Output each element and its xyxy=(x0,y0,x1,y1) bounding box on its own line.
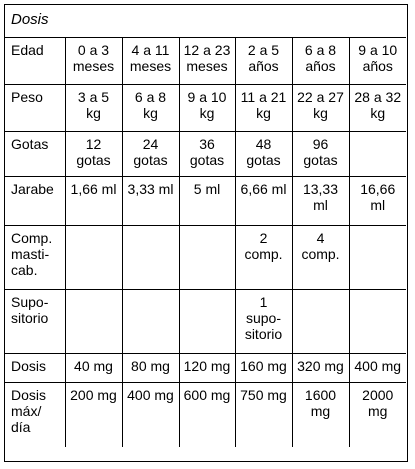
table-row-gotas xyxy=(5,132,406,177)
dosage-table xyxy=(5,37,406,447)
table-cell xyxy=(292,354,349,383)
table-cell xyxy=(122,290,179,354)
table-cell-text: 4 a 11 meses xyxy=(129,42,172,74)
table-cell xyxy=(65,38,122,85)
table-cell xyxy=(292,38,349,85)
row-label-text: Jarabe xyxy=(11,181,54,197)
table-cell xyxy=(349,383,406,447)
table-cell xyxy=(349,177,406,226)
table-cell xyxy=(349,132,406,177)
table-cell-text: 1600 mg xyxy=(304,387,337,419)
table-cell xyxy=(235,177,292,226)
table-cell-text: 1 supo- sitorio xyxy=(244,294,283,342)
table-cell-text: 6 a 8 kg xyxy=(134,89,167,121)
table-cell xyxy=(179,354,235,383)
table-cell xyxy=(65,85,122,132)
row-label-text: Comp. masti- cab. xyxy=(11,230,53,278)
table-cell-text: 96 gotas xyxy=(303,136,338,168)
row-label-supositorio xyxy=(5,290,65,354)
table-cell xyxy=(65,290,122,354)
row-label-jarabe xyxy=(5,177,65,226)
table-cell xyxy=(349,290,406,354)
table-cell xyxy=(179,290,235,354)
table-row-jarabe xyxy=(5,177,406,226)
table-cell xyxy=(235,354,292,383)
table-cell xyxy=(349,354,406,383)
dosage-table-frame xyxy=(4,4,408,462)
table-cell-text: 600 mg xyxy=(183,387,231,403)
table-cell xyxy=(235,383,292,447)
table-cell xyxy=(292,85,349,132)
table-cell xyxy=(235,290,292,354)
table-cell-text: 24 gotas xyxy=(133,136,168,168)
table-cell xyxy=(65,132,122,177)
table-row-edad xyxy=(5,38,406,85)
row-label-peso xyxy=(5,85,65,132)
table-cell xyxy=(65,383,122,447)
table-cell xyxy=(292,290,349,354)
table-cell-text: 200 mg xyxy=(70,387,117,403)
table-row-supositorio xyxy=(5,290,406,354)
table-cell-text: 12 gotas xyxy=(76,136,111,168)
table-cell xyxy=(235,226,292,290)
table-cell-text: 48 gotas xyxy=(246,136,281,168)
table-cell-text: 13,33 ml xyxy=(302,181,339,213)
row-label-text: Peso xyxy=(11,89,43,105)
table-cell-text: 0 a 3 meses xyxy=(72,42,115,74)
table-cell xyxy=(349,38,406,85)
row-label-text: Gotas xyxy=(11,136,49,152)
row-label-text: Supo- sitorio xyxy=(11,294,49,326)
table-cell-text: 2000 mg xyxy=(362,387,394,419)
table-cell-text: 5 ml xyxy=(193,181,221,197)
table-title: Dosis xyxy=(11,11,49,28)
table-cell-text: 28 a 32 kg xyxy=(354,89,402,121)
table-cell-text: 120 mg xyxy=(183,358,231,374)
table-cell xyxy=(122,38,179,85)
table-cell-text: 6 a 8 años xyxy=(304,42,337,74)
table-cell xyxy=(122,132,179,177)
table-cell-text: 4 comp. xyxy=(301,230,340,262)
table-cell-text: 22 a 27 kg xyxy=(297,89,344,121)
table-cell-text: 9 a 10 kg xyxy=(187,89,227,121)
row-label-dosis xyxy=(5,354,65,383)
table-cell-text: 320 mg xyxy=(297,358,344,374)
table-cell xyxy=(235,132,292,177)
table-cell xyxy=(292,226,349,290)
table-cell xyxy=(179,177,235,226)
table-row-comp-masticable xyxy=(5,226,406,290)
row-label-edad xyxy=(5,38,65,85)
row-label-text: Dosis máx/ día xyxy=(11,387,47,435)
table-cell xyxy=(65,226,122,290)
table-cell-text: 160 mg xyxy=(240,358,287,374)
table-cell xyxy=(65,177,122,226)
table-cell-text: 1,66 ml xyxy=(70,181,117,197)
table-cell-text: 11 a 21 kg xyxy=(240,89,287,121)
table-cell xyxy=(179,38,235,85)
table-cell xyxy=(122,354,179,383)
table-cell xyxy=(349,226,406,290)
row-label-dosis-max-dia xyxy=(5,383,65,447)
table-cell-text: 16,66 ml xyxy=(360,181,396,213)
table-cell xyxy=(292,383,349,447)
table-cell xyxy=(292,177,349,226)
table-cell xyxy=(235,38,292,85)
row-label-gotas xyxy=(5,132,65,177)
table-cell xyxy=(65,354,122,383)
table-cell-text: 12 a 23 meses xyxy=(183,42,231,74)
row-label-comp-masticable xyxy=(5,226,65,290)
row-label-text: Dosis xyxy=(11,358,47,374)
table-cell-text: 40 mg xyxy=(74,358,113,374)
table-row-dosis-max-dia xyxy=(5,383,406,447)
table-cell xyxy=(292,132,349,177)
table-cell xyxy=(179,226,235,290)
table-cell-text: 2 comp. xyxy=(244,230,283,262)
row-label-text: Edad xyxy=(11,42,44,58)
table-cell-text: 750 mg xyxy=(240,387,287,403)
table-row-dosis xyxy=(5,354,406,383)
table-cell-text: 400 mg xyxy=(354,358,402,374)
table-cell-text: 400 mg xyxy=(127,387,174,403)
table-cell xyxy=(122,226,179,290)
table-cell xyxy=(122,383,179,447)
table-cell xyxy=(179,85,235,132)
table-cell-text: 9 a 10 años xyxy=(358,42,398,74)
table-cell-text: 2 a 5 años xyxy=(247,42,280,74)
table-cell-text: 36 gotas xyxy=(189,136,225,168)
table-cell xyxy=(179,132,235,177)
table-cell-text: 3,33 ml xyxy=(127,181,174,197)
table-cell xyxy=(235,85,292,132)
table-cell-text: 80 mg xyxy=(131,358,170,374)
table-row-peso xyxy=(5,85,406,132)
table-cell xyxy=(349,85,406,132)
table-cell xyxy=(122,85,179,132)
table-cell-text: 3 a 5 kg xyxy=(77,89,110,121)
table-cell xyxy=(122,177,179,226)
table-cell xyxy=(179,383,235,447)
table-cell-text: 6,66 ml xyxy=(240,181,287,197)
